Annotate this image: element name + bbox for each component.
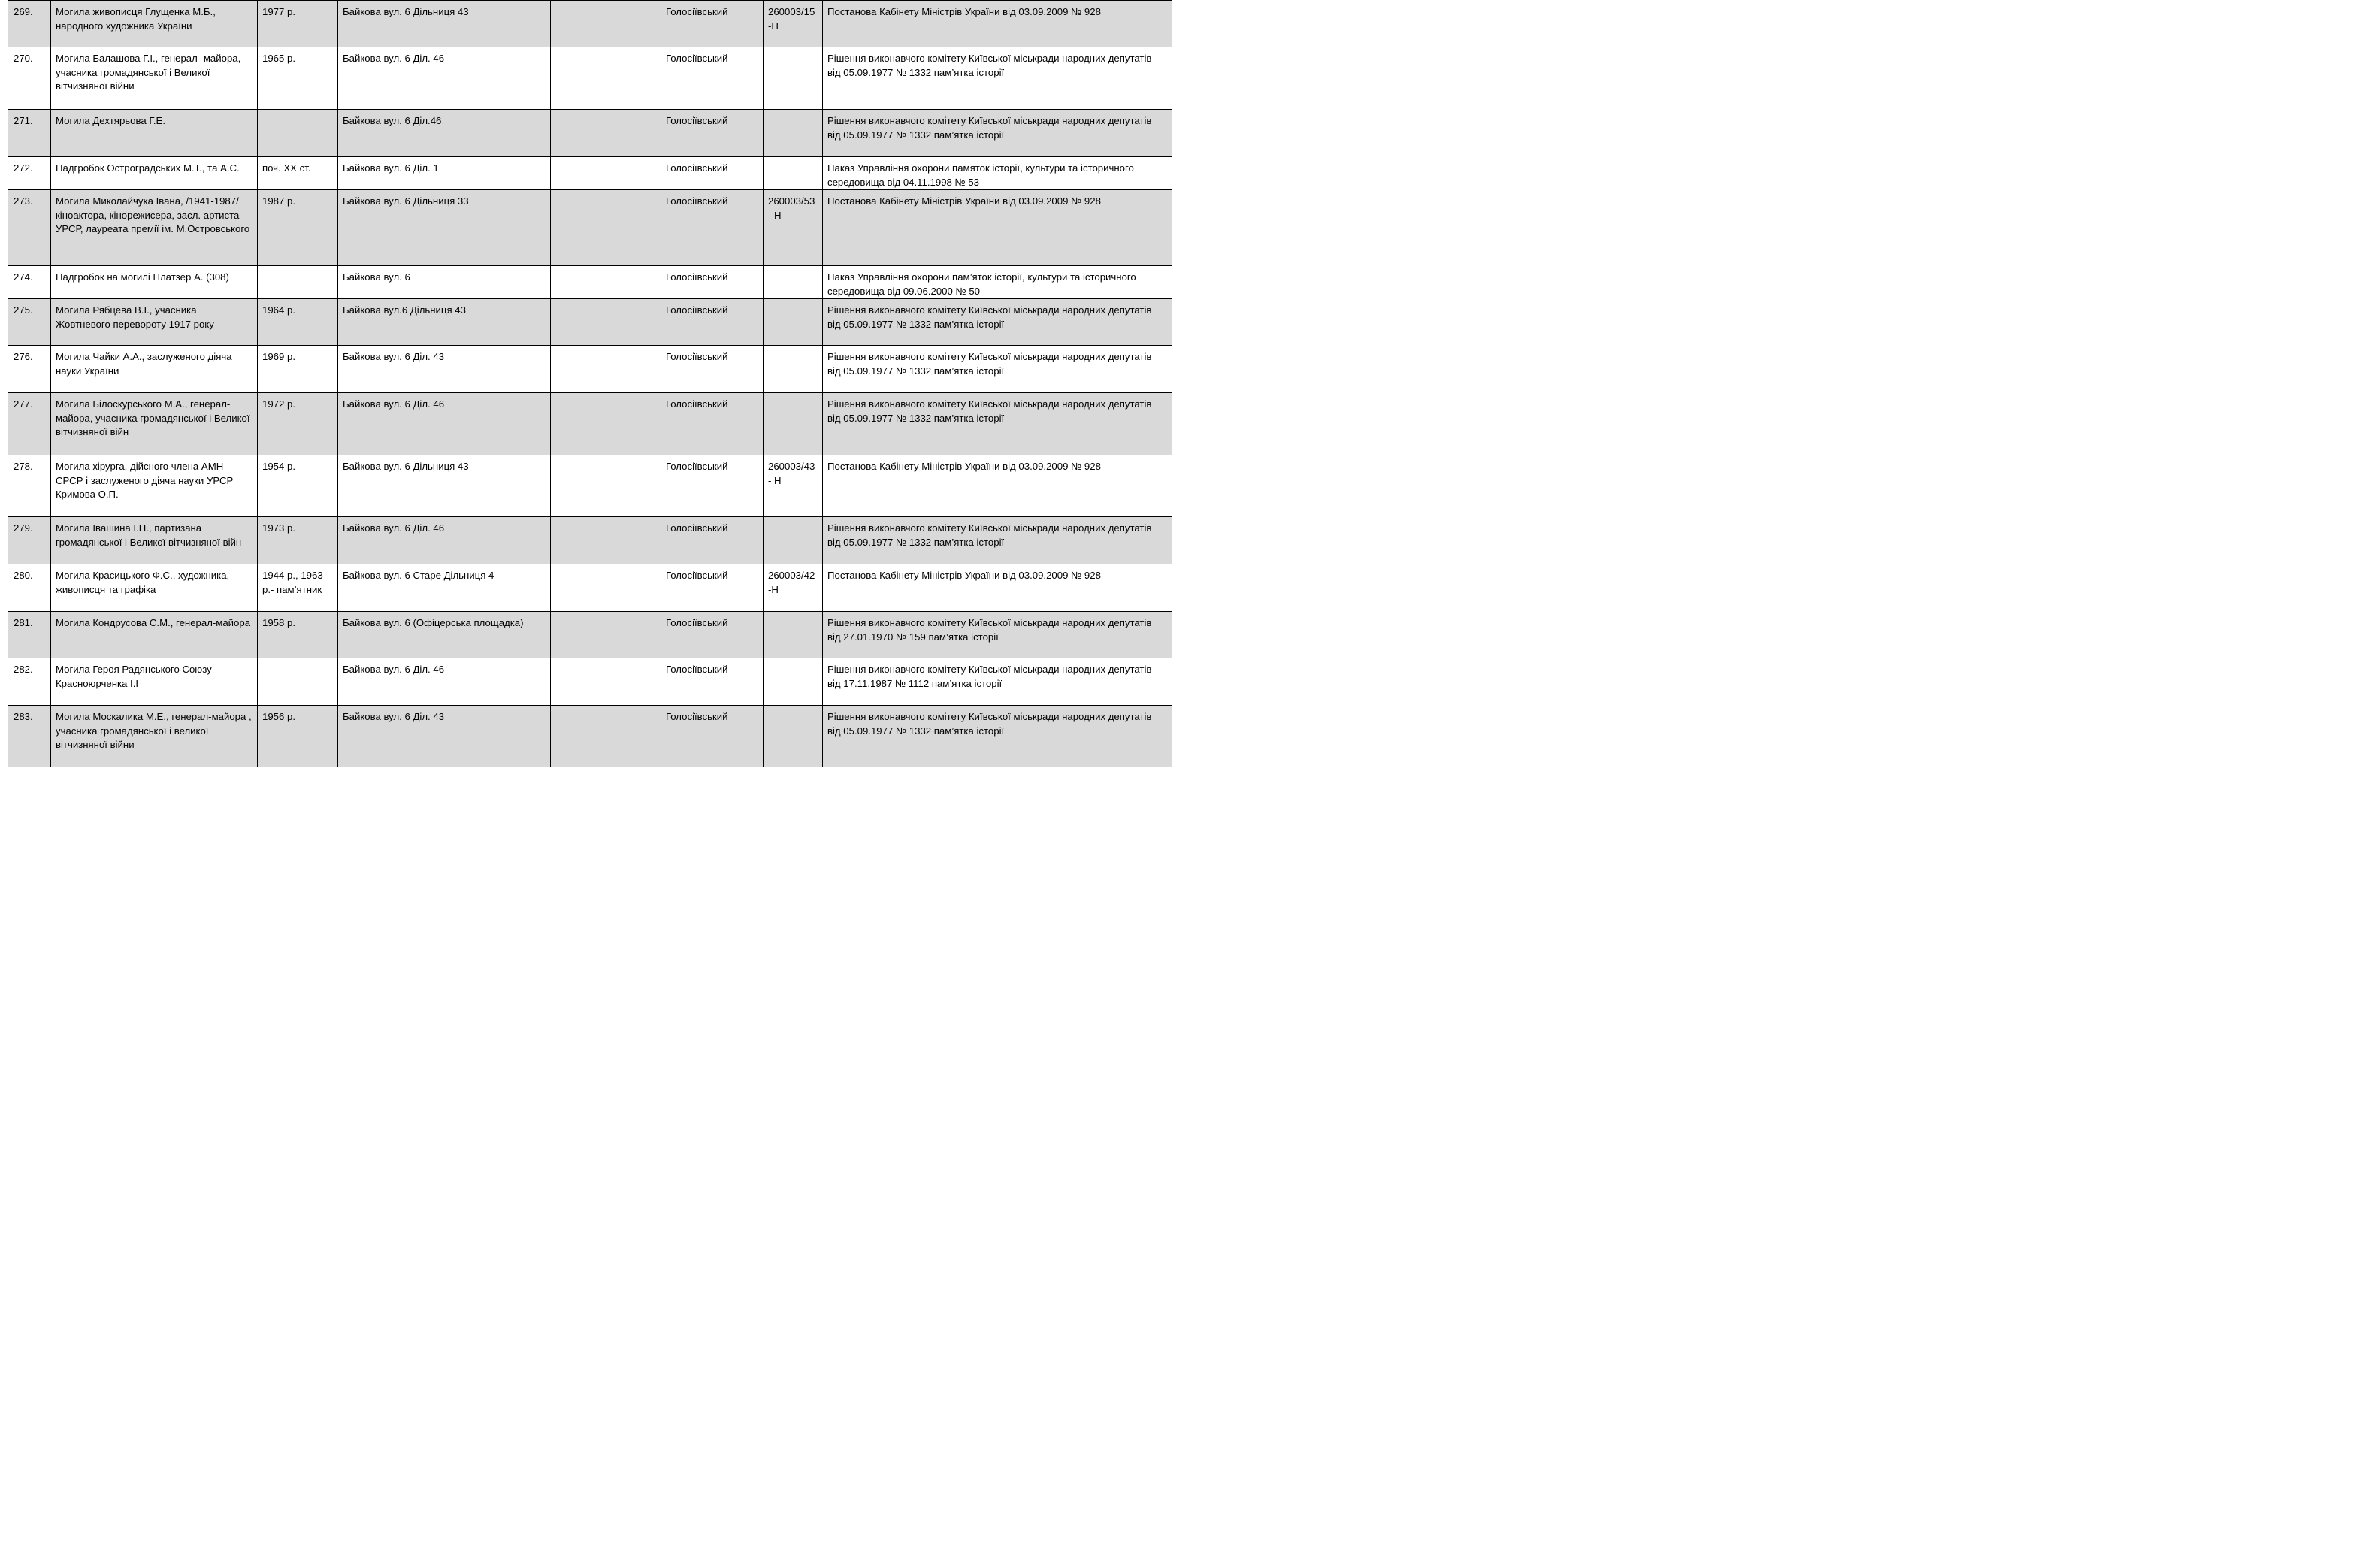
- date-cell: 1972 р.: [258, 393, 338, 455]
- monument-name-cell: Могила Рябцева В.І., учасника Жовтневого перевороту 1917 року: [51, 299, 258, 346]
- table-row: [8, 190, 1172, 266]
- monument-name-cell: Могила Кондрусова С.М., генерал-майора: [51, 612, 258, 658]
- monument-name-cell: Могила Красицького Ф.С., художника, живописця та графіка: [51, 564, 258, 612]
- registry-code-cell: [764, 658, 823, 706]
- address-cell: Байкова вул. 6 Діл.46: [338, 110, 551, 157]
- monument-name-cell: Могила Героя Радянського Союзу Красноюрченка І.І: [51, 658, 258, 706]
- district-cell: Голосіївський: [661, 612, 764, 658]
- district-cell: Голосіївський: [661, 346, 764, 393]
- row-number-cell: 270.: [8, 47, 51, 110]
- registry-code-cell: 260003/53- Н: [764, 190, 823, 266]
- date-cell: [258, 658, 338, 706]
- empty-cell: [551, 190, 661, 266]
- monument-name-cell: Надгробок Остроградських М.Т., та А.С.: [51, 157, 258, 190]
- registry-code-cell: [764, 612, 823, 658]
- table-row: [8, 299, 1172, 346]
- row-number-cell: 281.: [8, 612, 51, 658]
- district-cell: Голосіївський: [661, 517, 764, 564]
- table-row: [8, 564, 1172, 612]
- address-cell: Байкова вул. 6 Дільниця 43: [338, 455, 551, 517]
- row-number-cell: 275.: [8, 299, 51, 346]
- monument-name-cell: Могила Балашова Г.І., генерал- майора, учасника громадянської і Великої вітчизняної війни: [51, 47, 258, 110]
- table-row: [8, 1, 1172, 47]
- date-cell: поч. ХХ ст.: [258, 157, 338, 190]
- row-number-cell: 271.: [8, 110, 51, 157]
- monument-name-cell: Могила Дехтярьова Г.Е.: [51, 110, 258, 157]
- monuments-table: [8, 0, 1172, 767]
- registry-code-cell: [764, 157, 823, 190]
- monument-name-cell: Могила хірурга, дійсного члена АМН СРСР і заслуженого діяча науки УРСР Кримова О.П.: [51, 455, 258, 517]
- address-cell: Байкова вул. 6 (Офіцерська площадка): [338, 612, 551, 658]
- table-row: [8, 455, 1172, 517]
- legal-document-cell: Рішення виконавчого комітету Київської міськради народних депутатів від 05.09.1977 № 1332 пам’ятка історії: [823, 110, 1172, 157]
- monument-name-cell: Могила Івашина І.П., партизана громадянської і Великої вітчизняної війн: [51, 517, 258, 564]
- row-number-cell: 274.: [8, 266, 51, 299]
- registry-code-cell: [764, 266, 823, 299]
- address-cell: Байкова вул. 6: [338, 266, 551, 299]
- empty-cell: [551, 266, 661, 299]
- table-row: [8, 393, 1172, 455]
- address-cell: Байкова вул. 6 Дільниця 33: [338, 190, 551, 266]
- district-cell: Голосіївський: [661, 190, 764, 266]
- monument-name-cell: Могила Білоскурського М.А., генерал-майора, учасника громадянської і Великої вітчизняної війн: [51, 393, 258, 455]
- date-cell: 1973 р.: [258, 517, 338, 564]
- date-cell: 1969 р.: [258, 346, 338, 393]
- table-row: [8, 110, 1172, 157]
- legal-document-cell: Наказ Управління охорони памяток історії, культури та історичного середовища від 04.11.1998 № 53: [823, 157, 1172, 190]
- empty-cell: [551, 612, 661, 658]
- row-number-cell: 273.: [8, 190, 51, 266]
- district-cell: Голосіївський: [661, 110, 764, 157]
- monument-name-cell: Могила Чайки А.А., заслуженого діяча науки України: [51, 346, 258, 393]
- district-cell: Голосіївський: [661, 564, 764, 612]
- date-cell: 1987 р.: [258, 190, 338, 266]
- empty-cell: [551, 706, 661, 767]
- registry-code-cell: [764, 706, 823, 767]
- address-cell: Байкова вул.6 Дільниця 43: [338, 299, 551, 346]
- empty-cell: [551, 455, 661, 517]
- legal-document-cell: Рішення виконавчого комітету Київської міськради народних депутатів від 17.11.1987 № 1112 пам’ятка історії: [823, 658, 1172, 706]
- district-cell: Голосіївський: [661, 706, 764, 767]
- district-cell: Голосіївський: [661, 157, 764, 190]
- row-number-cell: 272.: [8, 157, 51, 190]
- empty-cell: [551, 517, 661, 564]
- address-cell: Байкова вул. 6 Дільниця 43: [338, 1, 551, 47]
- address-cell: Байкова вул. 6 Діл. 46: [338, 517, 551, 564]
- empty-cell: [551, 393, 661, 455]
- monument-name-cell: Могила живописця Глущенка М.Б., народного художника України: [51, 1, 258, 47]
- legal-document-cell: Наказ Управління охорони пам’яток історії, культури та історичного середовища від 09.06.2000 № 50: [823, 266, 1172, 299]
- table-row: [8, 157, 1172, 190]
- registry-code-cell: 260003/42-Н: [764, 564, 823, 612]
- empty-cell: [551, 346, 661, 393]
- row-number-cell: 279.: [8, 517, 51, 564]
- district-cell: Голосіївський: [661, 455, 764, 517]
- legal-document-cell: Постанова Кабінету Міністрів України від 03.09.2009 № 928: [823, 190, 1172, 266]
- date-cell: [258, 110, 338, 157]
- table-row: [8, 612, 1172, 658]
- registry-code-cell: 260003/15-Н: [764, 1, 823, 47]
- legal-document-cell: Рішення виконавчого комітету Київської міськради народних депутатів від 05.09.1977 № 1332 пам’ятка історії: [823, 346, 1172, 393]
- address-cell: Байкова вул. 6 Діл. 1: [338, 157, 551, 190]
- date-cell: 1965 р.: [258, 47, 338, 110]
- monument-name-cell: Могила Москалика М.Е., генерал-майора , учасника громадянської і великої вітчизняної війни: [51, 706, 258, 767]
- date-cell: 1977 р.: [258, 1, 338, 47]
- address-cell: Байкова вул. 6 Діл. 43: [338, 706, 551, 767]
- legal-document-cell: Постанова Кабінету Міністрів України від 03.09.2009 № 928: [823, 1, 1172, 47]
- address-cell: Байкова вул. 6 Діл. 46: [338, 47, 551, 110]
- address-cell: Байкова вул. 6 Діл. 46: [338, 393, 551, 455]
- date-cell: 1956 р.: [258, 706, 338, 767]
- row-number-cell: 276.: [8, 346, 51, 393]
- table-row: [8, 47, 1172, 110]
- row-number-cell: 280.: [8, 564, 51, 612]
- date-cell: 1954 р.: [258, 455, 338, 517]
- registry-code-cell: [764, 517, 823, 564]
- date-cell: 1958 р.: [258, 612, 338, 658]
- legal-document-cell: Рішення виконавчого комітету Київської міськради народних депутатів від 05.09.1977 № 1332 пам’ятка історії: [823, 517, 1172, 564]
- district-cell: Голосіївський: [661, 1, 764, 47]
- legal-document-cell: Постанова Кабінету Міністрів України від 03.09.2009 № 928: [823, 455, 1172, 517]
- empty-cell: [551, 299, 661, 346]
- empty-cell: [551, 658, 661, 706]
- legal-document-cell: Рішення виконавчого комітету Київської міськради народних депутатів від 27.01.1970 № 159 пам’ятка історії: [823, 612, 1172, 658]
- legal-document-cell: Рішення виконавчого комітету Київської міськради народних депутатів від 05.09.1977 № 1332 пам’ятка історії: [823, 299, 1172, 346]
- empty-cell: [551, 47, 661, 110]
- district-cell: Голосіївський: [661, 393, 764, 455]
- row-number-cell: 283.: [8, 706, 51, 767]
- legal-document-cell: Рішення виконавчого комітету Київської міськради народних депутатів від 05.09.1977 № 1332 пам’ятка історії: [823, 706, 1172, 767]
- table-row: [8, 346, 1172, 393]
- legal-document-cell: Рішення виконавчого комітету Київської міськради народних депутатів від 05.09.1977 № 1332 пам’ятка історії: [823, 47, 1172, 110]
- registry-code-cell: [764, 110, 823, 157]
- date-cell: 1944 р., 1963 р.- пам’ятник: [258, 564, 338, 612]
- address-cell: Байкова вул. 6 Старе Дільниця 4: [338, 564, 551, 612]
- row-number-cell: 277.: [8, 393, 51, 455]
- legal-document-cell: Постанова Кабінету Міністрів України від 03.09.2009 № 928: [823, 564, 1172, 612]
- empty-cell: [551, 110, 661, 157]
- row-number-cell: 269.: [8, 1, 51, 47]
- empty-cell: [551, 1, 661, 47]
- registry-code-cell: [764, 47, 823, 110]
- row-number-cell: 278.: [8, 455, 51, 517]
- row-number-cell: 282.: [8, 658, 51, 706]
- empty-cell: [551, 157, 661, 190]
- monument-name-cell: Могила Миколайчука Івана, /1941-1987/ кіноактора, кінорежисера, засл. артиста УРСР, лауреата премії ім. М.Островського: [51, 190, 258, 266]
- registry-code-cell: [764, 393, 823, 455]
- address-cell: Байкова вул. 6 Діл. 43: [338, 346, 551, 393]
- district-cell: Голосіївський: [661, 47, 764, 110]
- legal-document-cell: Рішення виконавчого комітету Київської міськради народних депутатів від 05.09.1977 № 1332 пам’ятка історії: [823, 393, 1172, 455]
- registry-code-cell: [764, 346, 823, 393]
- empty-cell: [551, 564, 661, 612]
- table-row: [8, 658, 1172, 706]
- date-cell: 1964 р.: [258, 299, 338, 346]
- district-cell: Голосіївський: [661, 658, 764, 706]
- table-row: [8, 706, 1172, 767]
- table-row: [8, 517, 1172, 564]
- address-cell: Байкова вул. 6 Діл. 46: [338, 658, 551, 706]
- registry-code-cell: [764, 299, 823, 346]
- district-cell: Голосіївський: [661, 299, 764, 346]
- registry-code-cell: 260003/43- Н: [764, 455, 823, 517]
- monument-name-cell: Надгробок на могилі Платзер А. (308): [51, 266, 258, 299]
- table-row: [8, 266, 1172, 299]
- date-cell: [258, 266, 338, 299]
- district-cell: Голосіївський: [661, 266, 764, 299]
- table-body: [8, 1, 1172, 767]
